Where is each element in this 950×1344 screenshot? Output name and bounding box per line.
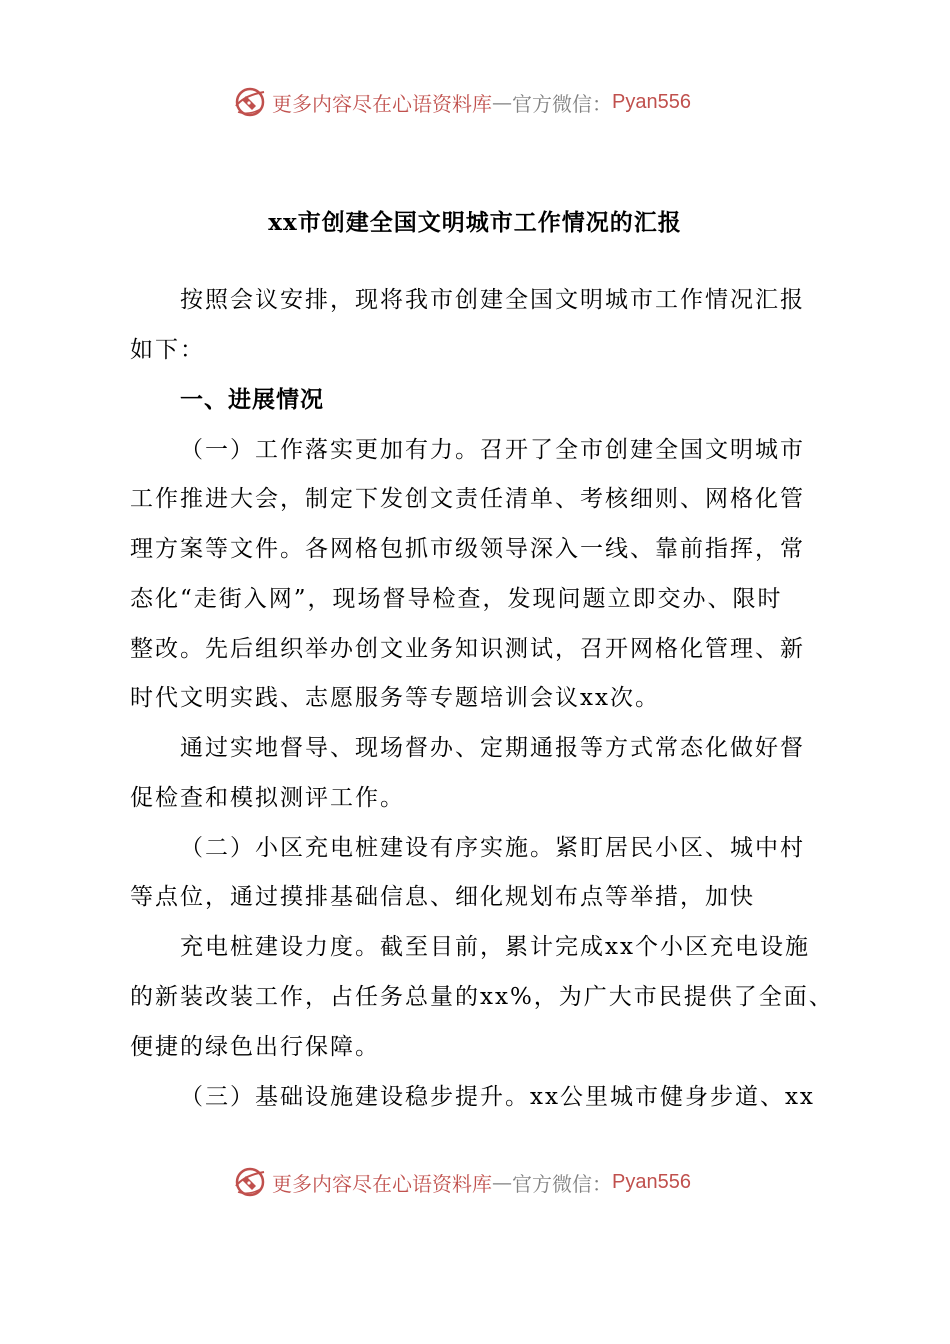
banner-dash: — xyxy=(492,1170,512,1194)
paragraph-line: 便捷的绿色出行保障。 xyxy=(130,1034,380,1060)
pen-nib-logo-icon xyxy=(232,84,268,120)
paragraph-line: 等点位，通过摸排基础信息、细化规划布点等举措，加快 xyxy=(130,884,755,910)
paragraph-line: （二）小区充电桩建设有序实施。紧盯居民小区、城中村 xyxy=(180,835,805,861)
paragraph-line: 按照会议安排，现将我市创建全国文明城市工作情况汇报 xyxy=(180,287,805,313)
wechat-id: Pyan556 xyxy=(612,90,691,113)
paragraph-line: 态化“走街入网”，现场督导检查，发现问题立即交办、限时 xyxy=(130,586,783,612)
paragraph-line: 整改。先后组织举办创文业务知识测试，召开网格化管理、新 xyxy=(130,636,805,662)
paragraph-line: 充电桩建设力度。截至目前，累计完成xx个小区充电设施 xyxy=(180,934,810,960)
paragraph-line: 工作推进大会，制定下发创文责任清单、考核细则、网格化管 xyxy=(130,486,805,512)
paragraph-line: 通过实地督导、现场督办、定期通报等方式常态化做好督 xyxy=(180,735,805,761)
paragraph-line: 的新装改装工作，占任务总量的xx%，为广大市民提供了全面、 xyxy=(130,984,834,1010)
paragraph-line: 如下： xyxy=(130,337,205,363)
wechat-id: Pyan556 xyxy=(612,1170,691,1193)
paragraph-line: 时代文明实践、志愿服务等专题培训会议xx次。 xyxy=(130,685,660,711)
promo-text: 更多内容尽在心语资料库 xyxy=(272,1171,492,1196)
pen-nib-logo-icon xyxy=(232,1164,268,1200)
header-watermark-banner xyxy=(232,84,691,120)
paragraph-line: （一）工作落实更加有力。召开了全市创建全国文明城市 xyxy=(180,437,805,463)
document-title: xx市创建全国文明城市工作情况的汇报 xyxy=(268,209,682,236)
paragraph-line: （三）基础设施建设稳步提升。xx公里城市健身步道、xx xyxy=(180,1084,815,1110)
section-heading: 一、进展情况 xyxy=(180,386,324,413)
banner-dash: — xyxy=(492,90,512,114)
paragraph-line: 促检查和模拟测评工作。 xyxy=(130,785,405,811)
wechat-label: 官方微信： xyxy=(512,1171,612,1196)
footer-watermark-banner xyxy=(232,1164,691,1200)
wechat-label: 官方微信： xyxy=(512,91,612,116)
promo-text: 更多内容尽在心语资料库 xyxy=(272,91,492,116)
paragraph-line: 理方案等文件。各网格包抓市级领导深入一线、靠前指挥，常 xyxy=(130,536,805,562)
